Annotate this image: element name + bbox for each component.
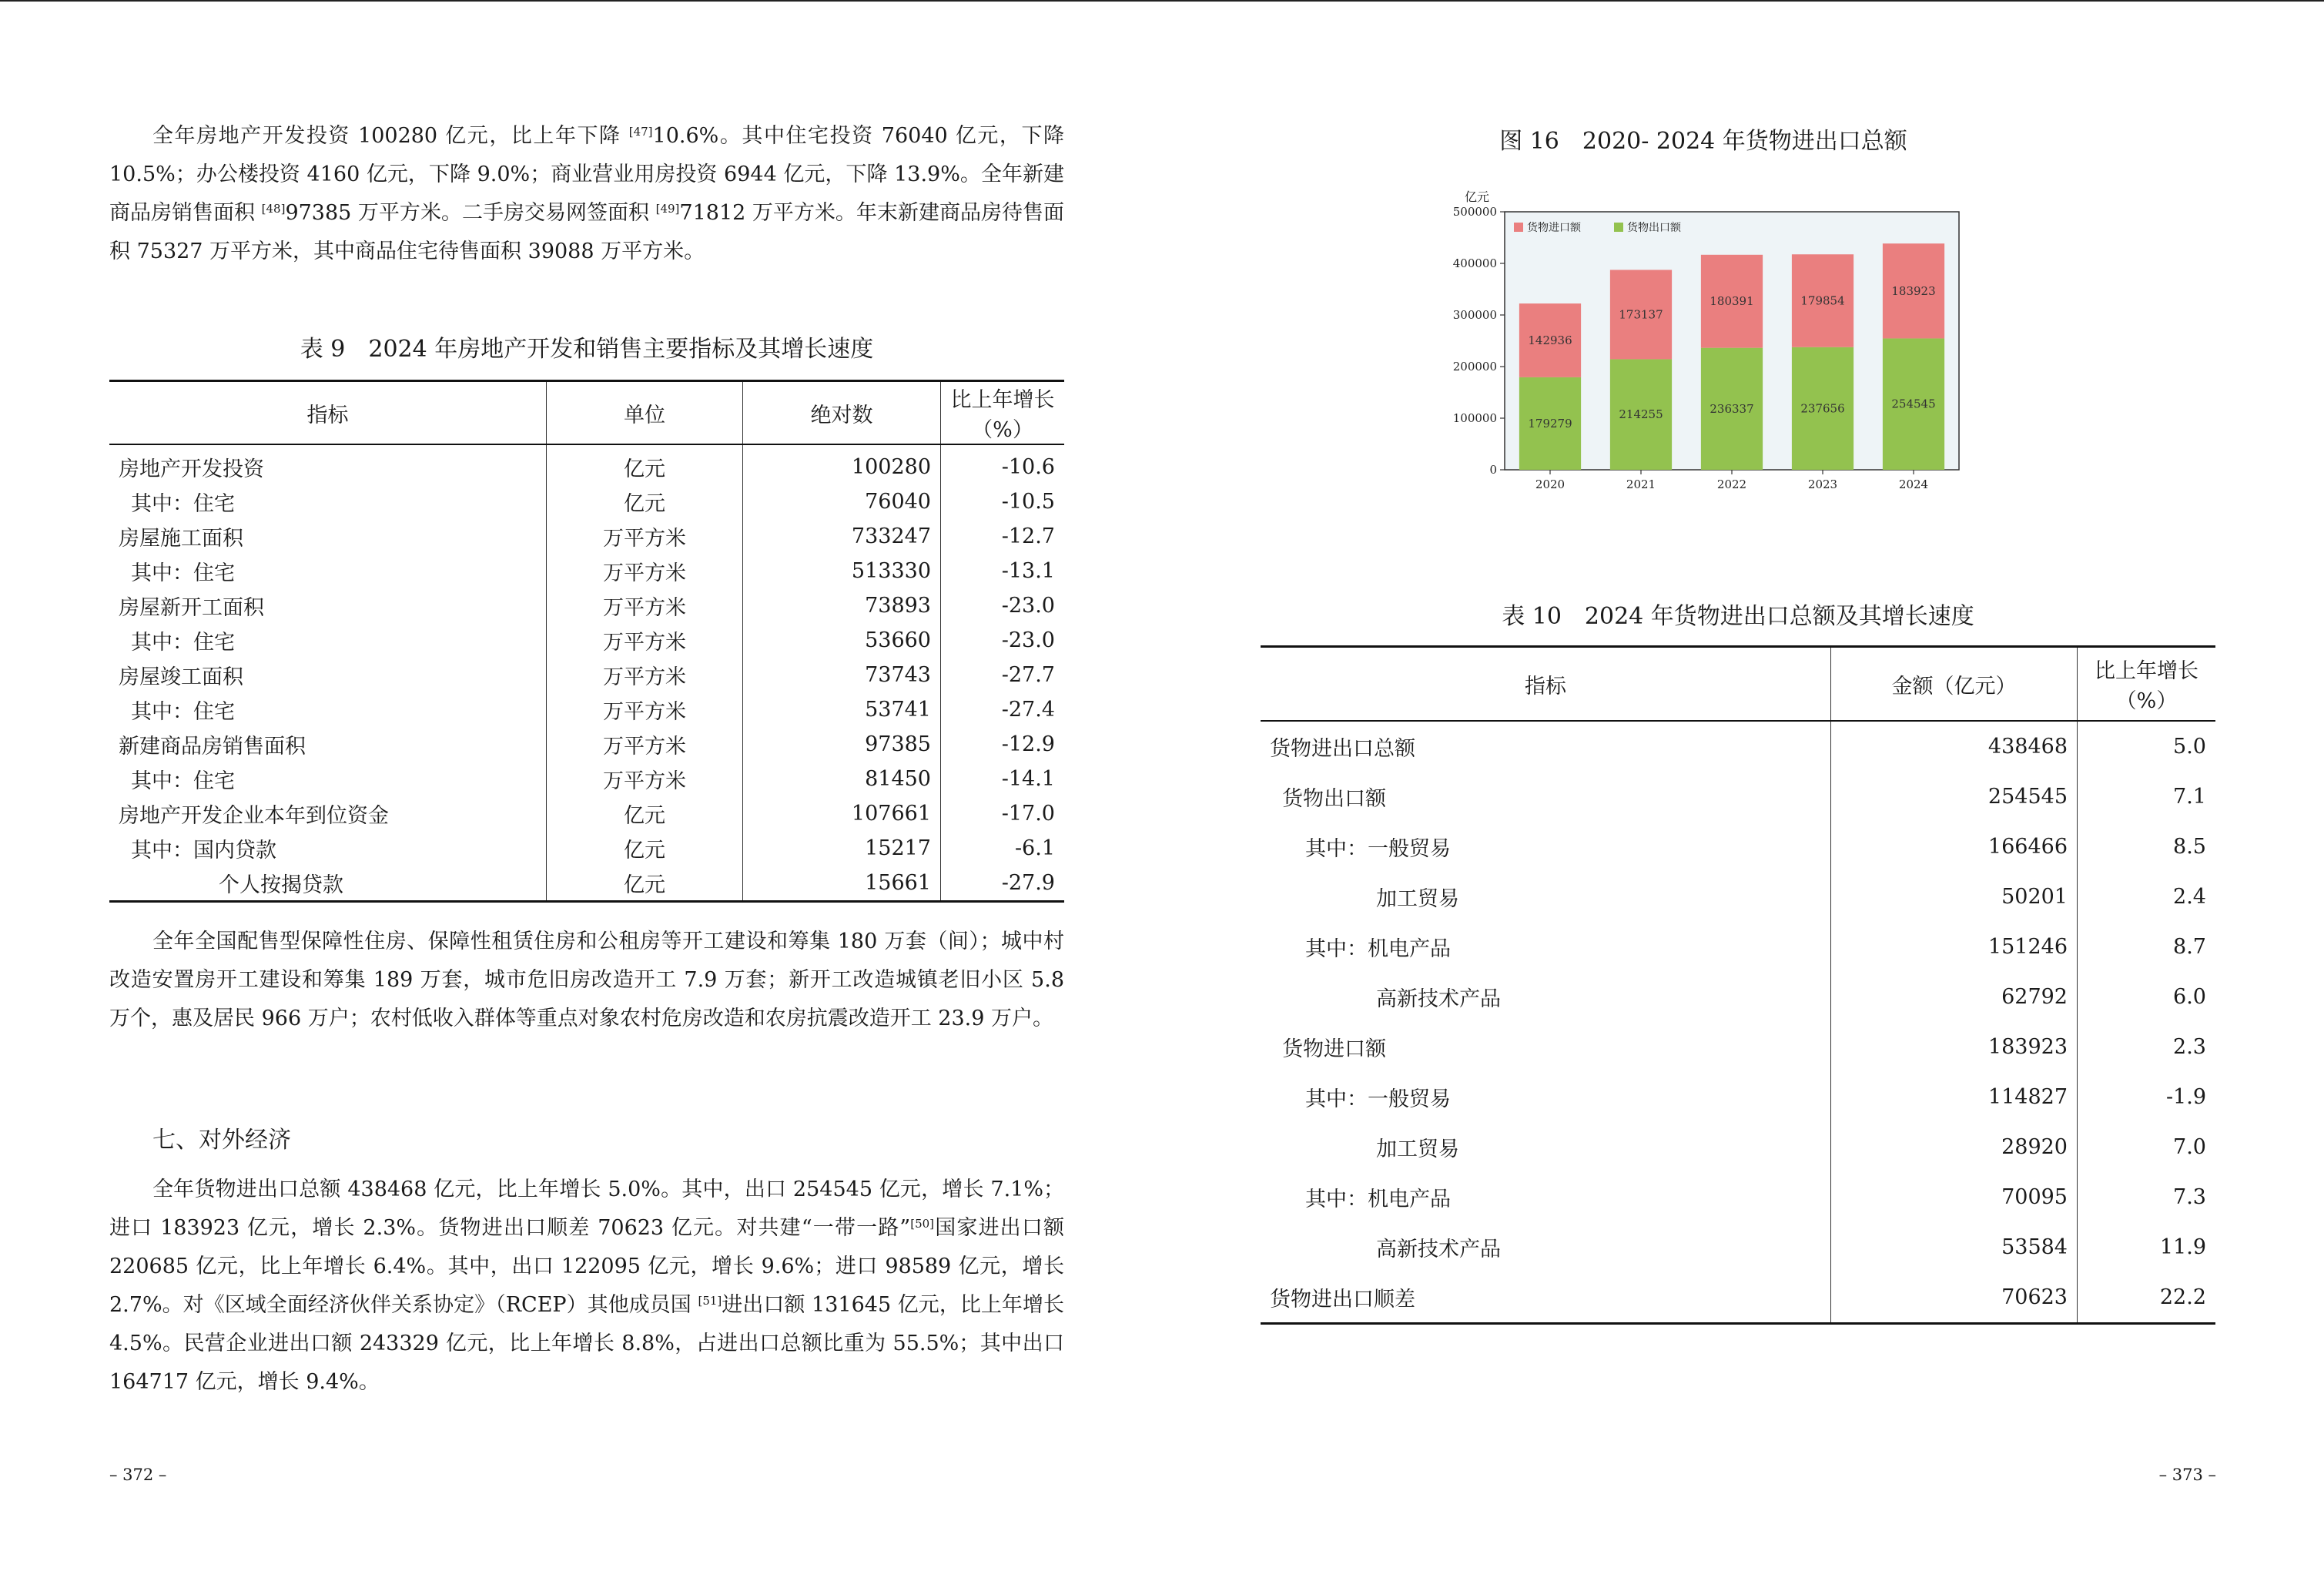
table9-cell-growth: -17.0 <box>1001 802 1055 826</box>
table9-real-estate <box>109 380 1064 903</box>
footnote-marker: [47] <box>628 125 653 139</box>
table9-cell-growth: -13.1 <box>1001 559 1055 583</box>
table9-cell-value: 53660 <box>743 623 941 658</box>
table10-cell-growth: 2.3 <box>2173 1035 2206 1059</box>
table9-cell-growth: -27.7 <box>1001 663 1055 687</box>
table9-cell-growth: -10.5 <box>1001 490 1055 514</box>
table9-cell-value: 73743 <box>743 658 941 692</box>
table10-cell-growth: 2.4 <box>2173 885 2206 909</box>
table9-cell-growth: -27.4 <box>1001 698 1055 722</box>
table10-cell-indicator: 其中：机电产品 <box>1261 1172 1831 1222</box>
import-export-bar-chart <box>1452 177 1968 501</box>
table10-row <box>1261 1272 2215 1324</box>
table10-cell-amount: 151246 <box>1831 922 2078 972</box>
chart-y-unit-label: 亿元 <box>1464 189 1490 204</box>
table10-row <box>1261 1022 2215 1072</box>
table9-header-growth: 比上年增长（%） <box>941 381 1065 445</box>
paragraph-housing-projects <box>109 923 1064 1038</box>
table10-cell-amount: 53584 <box>1831 1222 2078 1272</box>
table9-cell-value: 100280 <box>743 444 941 484</box>
table9-cell-value: 97385 <box>743 727 941 762</box>
chart-x-tick-label: 2023 <box>1807 477 1838 491</box>
paragraph-text: 全年房地产开发投资 100280 亿元，比上年下降 <box>152 124 629 148</box>
table9-row <box>109 444 1064 484</box>
chart-y-tick-label: 100000 <box>1452 411 1497 425</box>
chart-data-label-export: 214255 <box>1619 407 1663 422</box>
table10-cell-amount: 70095 <box>1831 1172 2078 1222</box>
footnote-marker: [50] <box>910 1217 935 1231</box>
chart-caption: 图 16 2020- 2024 年货物进出口总额 <box>1499 128 1907 155</box>
table9-cell-indicator: 其中：住宅 <box>109 762 547 796</box>
table10-cell-growth: 8.5 <box>2173 835 2206 859</box>
table9-cell-unit: 万平方米 <box>547 519 743 554</box>
paragraph-text: 全年全国配售型保障性住房、保障性租赁住房和公租房等开工建设和筹集 180 万套（间）；城中村改造安置房开工建设和筹集 189 万套，城市危旧房改造开工 7.9 万套；新开工改造城镇老旧小区 5.8 万个，惠及居民 966 万户；农村低收入群体等重点对象农村危房改造和农房抗震改造开工 23.9 万户。 <box>109 930 1064 1030</box>
table10-cell-amount: 166466 <box>1831 822 2078 872</box>
table10-cell-amount: 62792 <box>1831 972 2078 1022</box>
table10-cell-growth: 6.0 <box>2173 985 2206 1009</box>
footnote-marker: [49] <box>655 202 680 216</box>
paragraph-text: 71812 万平方米。年末新建商品房待售面积 75327 万平方米，其中商品住宅待售面积 39088 万平方米。 <box>109 201 1064 263</box>
section-heading-foreign-economy: 七、对外经济 <box>152 1127 291 1154</box>
table9-cell-unit: 万平方米 <box>547 692 743 727</box>
paragraph-text: 国家进出口额 220685 亿元，比上年增长 6.4%。其中，出口 122095 亿元，增长 9.6%；进口 98589 亿元，增长 2.7%。对《区域全面经济伙伴关系协定》（RCEP）其他成员国 <box>109 1216 1064 1317</box>
table10-cell-indicator: 高新技术产品 <box>1261 972 1831 1022</box>
table9-cell-unit: 亿元 <box>547 796 743 831</box>
chart-y-tick-label: 500000 <box>1452 205 1497 219</box>
table9-row <box>109 623 1064 658</box>
chart-data-label-export: 237656 <box>1800 401 1845 416</box>
table10-cell-indicator: 其中：一般贸易 <box>1261 1072 1831 1122</box>
table9-row <box>109 796 1064 831</box>
table10-row <box>1261 1072 2215 1122</box>
table9-cell-value: 73893 <box>743 588 941 623</box>
table9-cell-growth: -12.9 <box>1001 732 1055 756</box>
table10-header-growth: 比上年增长（%） <box>2078 647 2216 722</box>
table10-cell-indicator: 高新技术产品 <box>1261 1222 1831 1272</box>
table9-cell-unit: 万平方米 <box>547 658 743 692</box>
table9-cell-growth: -27.9 <box>941 866 1065 902</box>
table9-cell-value: 733247 <box>743 519 941 554</box>
table9-cell-indicator: 其中：住宅 <box>109 554 547 588</box>
table9-cell-indicator: 房屋新开工面积 <box>109 588 547 623</box>
footnote-marker: [48] <box>261 202 286 216</box>
table9-cell-unit: 万平方米 <box>547 727 743 762</box>
paragraph-text: 进出口额 131645 亿元，比上年增长 4.5%。民营企业进出口额 243329 亿元，比上年增长 8.8%，占进出口总额比重为 55.5%；其中出口 164717 亿元，增长 9.4%。 <box>109 1293 1064 1394</box>
chart-legend-swatch <box>1514 223 1523 232</box>
footnote-marker: [51] <box>698 1294 722 1308</box>
table10-row <box>1261 822 2215 872</box>
table9-cell-unit: 亿元 <box>547 866 743 902</box>
chart-x-tick-label: 2021 <box>1626 477 1656 491</box>
page-number-right: – 373 – <box>2158 1466 2216 1484</box>
chart-legend-label: 货物进口额 <box>1527 222 1581 234</box>
table9-row <box>109 658 1064 692</box>
table9-header-unit: 单位 <box>547 381 743 445</box>
table9-cell-growth: -12.7 <box>1001 524 1055 548</box>
table10-row <box>1261 872 2215 922</box>
chart-data-label-import: 173137 <box>1619 307 1663 322</box>
table10-row <box>1261 1122 2215 1172</box>
table9-row <box>109 727 1064 762</box>
table9-cell-indicator: 其中：国内贷款 <box>109 831 547 866</box>
table10-header-row <box>1261 647 2215 722</box>
page-number-left: – 372 – <box>109 1466 167 1484</box>
table10-row <box>1261 1222 2215 1272</box>
table9-cell-value: 81450 <box>743 762 941 796</box>
table9-header-indicator: 指标 <box>109 381 547 445</box>
chart-data-label-import: 142936 <box>1528 333 1572 347</box>
table10-cell-growth: 5.0 <box>2173 735 2206 759</box>
table10-cell-amount: 254545 <box>1831 772 2078 822</box>
chart-data-label-import: 183923 <box>1891 283 1936 298</box>
table10-caption: 表 10 2024 年货物进出口总额及其增长速度 <box>1502 603 1974 630</box>
table9-cell-growth: -6.1 <box>1014 836 1055 860</box>
table9-cell-unit: 万平方米 <box>547 588 743 623</box>
table9-cell-indicator: 房地产开发企业本年到位资金 <box>109 796 547 831</box>
paragraph-text: 97385 万平方米。二手房交易网签面积 <box>285 201 656 225</box>
table10-header-amount: 金额（亿元） <box>1831 647 2078 722</box>
table9-cell-unit: 亿元 <box>547 831 743 866</box>
table10-row <box>1261 1172 2215 1222</box>
table10-cell-amount: 183923 <box>1831 1022 2078 1072</box>
table10-cell-amount: 114827 <box>1831 1072 2078 1122</box>
table9-cell-unit: 万平方米 <box>547 762 743 796</box>
table10-row <box>1261 972 2215 1022</box>
table9-cell-indicator: 个人按揭贷款 <box>109 866 547 902</box>
table10-cell-growth: 22.2 <box>2078 1272 2216 1324</box>
table9-row <box>109 588 1064 623</box>
table10-row <box>1261 721 2215 772</box>
table9-cell-indicator: 房地产开发投资 <box>109 444 547 484</box>
table9-cell-value: 513330 <box>743 554 941 588</box>
table10-header-indicator: 指标 <box>1261 647 1831 722</box>
chart-y-tick-label: 200000 <box>1452 360 1497 374</box>
chart-data-label-import: 179854 <box>1800 293 1845 308</box>
table9-row <box>109 831 1064 866</box>
chart-data-label-export: 179279 <box>1528 416 1572 431</box>
table10-cell-growth: 8.7 <box>2173 935 2206 959</box>
table9-header-row <box>109 381 1064 445</box>
table9-row <box>109 519 1064 554</box>
table10-cell-growth: 7.1 <box>2173 785 2206 809</box>
table9-cell-unit: 万平方米 <box>547 554 743 588</box>
table9-cell-value: 15661 <box>743 866 941 902</box>
right-page <box>1162 0 2324 1588</box>
chart-y-tick-label: 0 <box>1489 463 1497 477</box>
table10-cell-indicator: 加工贸易 <box>1261 872 1831 922</box>
chart-legend-swatch <box>1614 223 1623 232</box>
table9-caption: 表 9 2024 年房地产开发和销售主要指标及其增长速度 <box>300 336 874 363</box>
table10-cell-amount: 438468 <box>1831 721 2078 772</box>
paragraph-text: 10.6%。其中住宅投资 76040 亿元，下降 10.5%；办公楼投资 4160 亿元，下降 9.0%；商业营业用房投资 6944 亿元，下降 13.9%。全年新建商品房销售面积 <box>109 124 1064 225</box>
table10-cell-amount: 50201 <box>1831 872 2078 922</box>
table9-cell-growth: -10.6 <box>1001 455 1055 479</box>
table10-cell-growth: 11.9 <box>2159 1235 2206 1259</box>
chart-y-tick-label: 300000 <box>1452 308 1497 322</box>
table10-cell-indicator: 加工贸易 <box>1261 1122 1831 1172</box>
table10-cell-growth: -1.9 <box>2165 1085 2206 1109</box>
chart-data-label-import: 180391 <box>1710 294 1754 309</box>
table9-cell-indicator: 新建商品房销售面积 <box>109 727 547 762</box>
chart-y-tick-label: 400000 <box>1452 256 1497 270</box>
table9-cell-indicator: 房屋竣工面积 <box>109 658 547 692</box>
table10-cell-indicator: 货物进出口顺差 <box>1261 1272 1831 1324</box>
table10-cell-amount: 28920 <box>1831 1122 2078 1172</box>
table10-cell-growth: 7.3 <box>2173 1185 2206 1209</box>
paragraph-real-estate-investment <box>109 117 1064 271</box>
table10-cell-indicator: 货物进出口总额 <box>1261 721 1831 772</box>
table9-cell-unit: 万平方米 <box>547 623 743 658</box>
table9-cell-unit: 亿元 <box>547 484 743 519</box>
table9-row <box>109 762 1064 796</box>
table9-row <box>109 554 1064 588</box>
table10-cell-indicator: 货物出口额 <box>1261 772 1831 822</box>
table10-cell-amount: 70623 <box>1831 1272 2078 1324</box>
paragraph-text: 全年货物进出口总额 438468 亿元，比上年增长 5.0%。其中，出口 254545 亿元，增长 7.1%；进口 183923 亿元，增长 2.3%。货物进出口顺差 70623 亿元。对共建“一带一路” <box>109 1178 1064 1240</box>
table9-cell-indicator: 其中：住宅 <box>109 484 547 519</box>
table9-row <box>109 692 1064 727</box>
table9-cell-growth: -14.1 <box>1001 767 1055 791</box>
chart-data-label-export: 254545 <box>1891 397 1936 411</box>
table10-cell-indicator: 其中：一般贸易 <box>1261 822 1831 872</box>
table9-cell-value: 76040 <box>743 484 941 519</box>
table9-cell-unit: 亿元 <box>547 444 743 484</box>
table9-cell-indicator: 其中：住宅 <box>109 692 547 727</box>
table9-cell-value: 15217 <box>743 831 941 866</box>
table9-cell-value: 53741 <box>743 692 941 727</box>
chart-data-label-export: 236337 <box>1710 401 1754 416</box>
table9-header-absolute: 绝对数 <box>743 381 941 445</box>
table10-cell-growth: 7.0 <box>2173 1135 2206 1159</box>
chart-x-tick-label: 2024 <box>1898 477 1929 491</box>
table9-cell-indicator: 其中：住宅 <box>109 623 547 658</box>
table9-cell-indicator: 房屋施工面积 <box>109 519 547 554</box>
table9-cell-value: 107661 <box>743 796 941 831</box>
chart-x-tick-label: 2020 <box>1535 477 1566 491</box>
table9-cell-growth: -23.0 <box>1001 628 1055 652</box>
table9-row <box>109 866 1064 902</box>
table10-row <box>1261 922 2215 972</box>
table10-cell-indicator: 货物进口额 <box>1261 1022 1831 1072</box>
table9-row <box>109 484 1064 519</box>
table10-cell-indicator: 其中：机电产品 <box>1261 922 1831 972</box>
table9-cell-growth: -23.0 <box>1001 594 1055 618</box>
table10-row <box>1261 772 2215 822</box>
chart-legend-label: 货物出口额 <box>1627 222 1681 234</box>
table10-trade <box>1261 645 2215 1325</box>
paragraph-foreign-trade <box>109 1171 1064 1402</box>
chart-x-tick-label: 2022 <box>1716 477 1747 491</box>
